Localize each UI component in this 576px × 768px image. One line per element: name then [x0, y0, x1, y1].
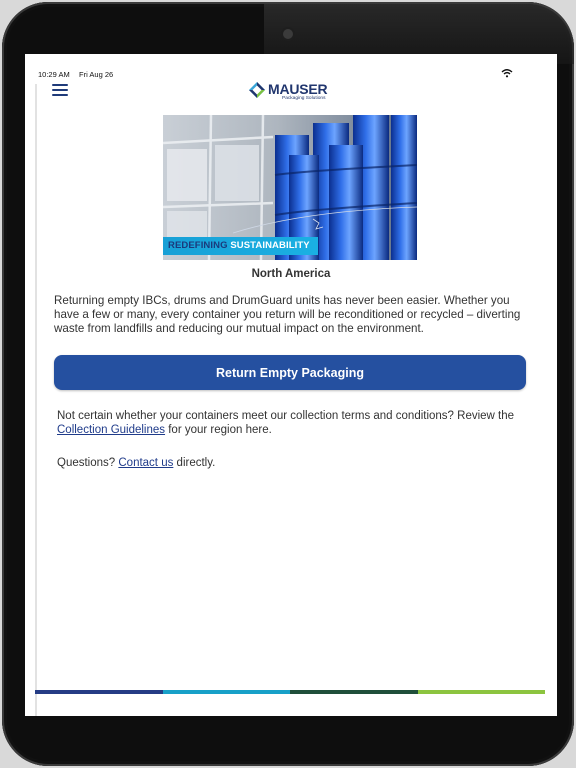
hero-tagline: REDEFINING SUSTAINABILITY	[163, 237, 318, 255]
camera-icon	[283, 29, 293, 39]
collection-guidelines-link[interactable]: Collection Guidelines	[57, 424, 166, 436]
intro-paragraph: Returning empty IBCs, drums and DrumGuard units has never been easier. Whether you have a few or many, every container you return will be reconditioned or recycled – diverting waste from landfills and reducing our mutual impact on the environment.	[54, 294, 521, 335]
brand-tagline: Packaging Solutions	[282, 96, 326, 101]
mauser-logo-icon	[249, 82, 265, 98]
return-empty-packaging-button[interactable]: Return Empty Packaging	[54, 355, 526, 390]
mauser-logo	[249, 80, 329, 102]
stripe-segment	[418, 690, 546, 694]
tablet-frame	[2, 2, 574, 766]
footer-color-stripe	[35, 690, 545, 694]
wifi-icon	[501, 68, 513, 78]
brand-name: MAUSER	[268, 81, 328, 97]
hero-banner	[163, 115, 417, 260]
status-date: Fri Aug 26	[79, 70, 114, 79]
guidelines-paragraph: Not certain whether your containers meet our collection terms and conditions? Review the Collection Guidelines for your region here.	[57, 410, 515, 436]
stripe-segment	[35, 690, 163, 694]
contact-us-link[interactable]: Contact us	[118, 457, 174, 469]
questions-paragraph: Questions? Contact us directly.	[57, 457, 216, 469]
app-screen	[25, 54, 557, 716]
status-bar	[25, 54, 557, 78]
status-time: 10:29 AM	[38, 70, 70, 79]
stripe-segment	[290, 690, 418, 694]
stripe-segment	[163, 690, 291, 694]
hamburger-menu-icon[interactable]	[52, 84, 68, 97]
region-title: North America	[251, 268, 331, 280]
